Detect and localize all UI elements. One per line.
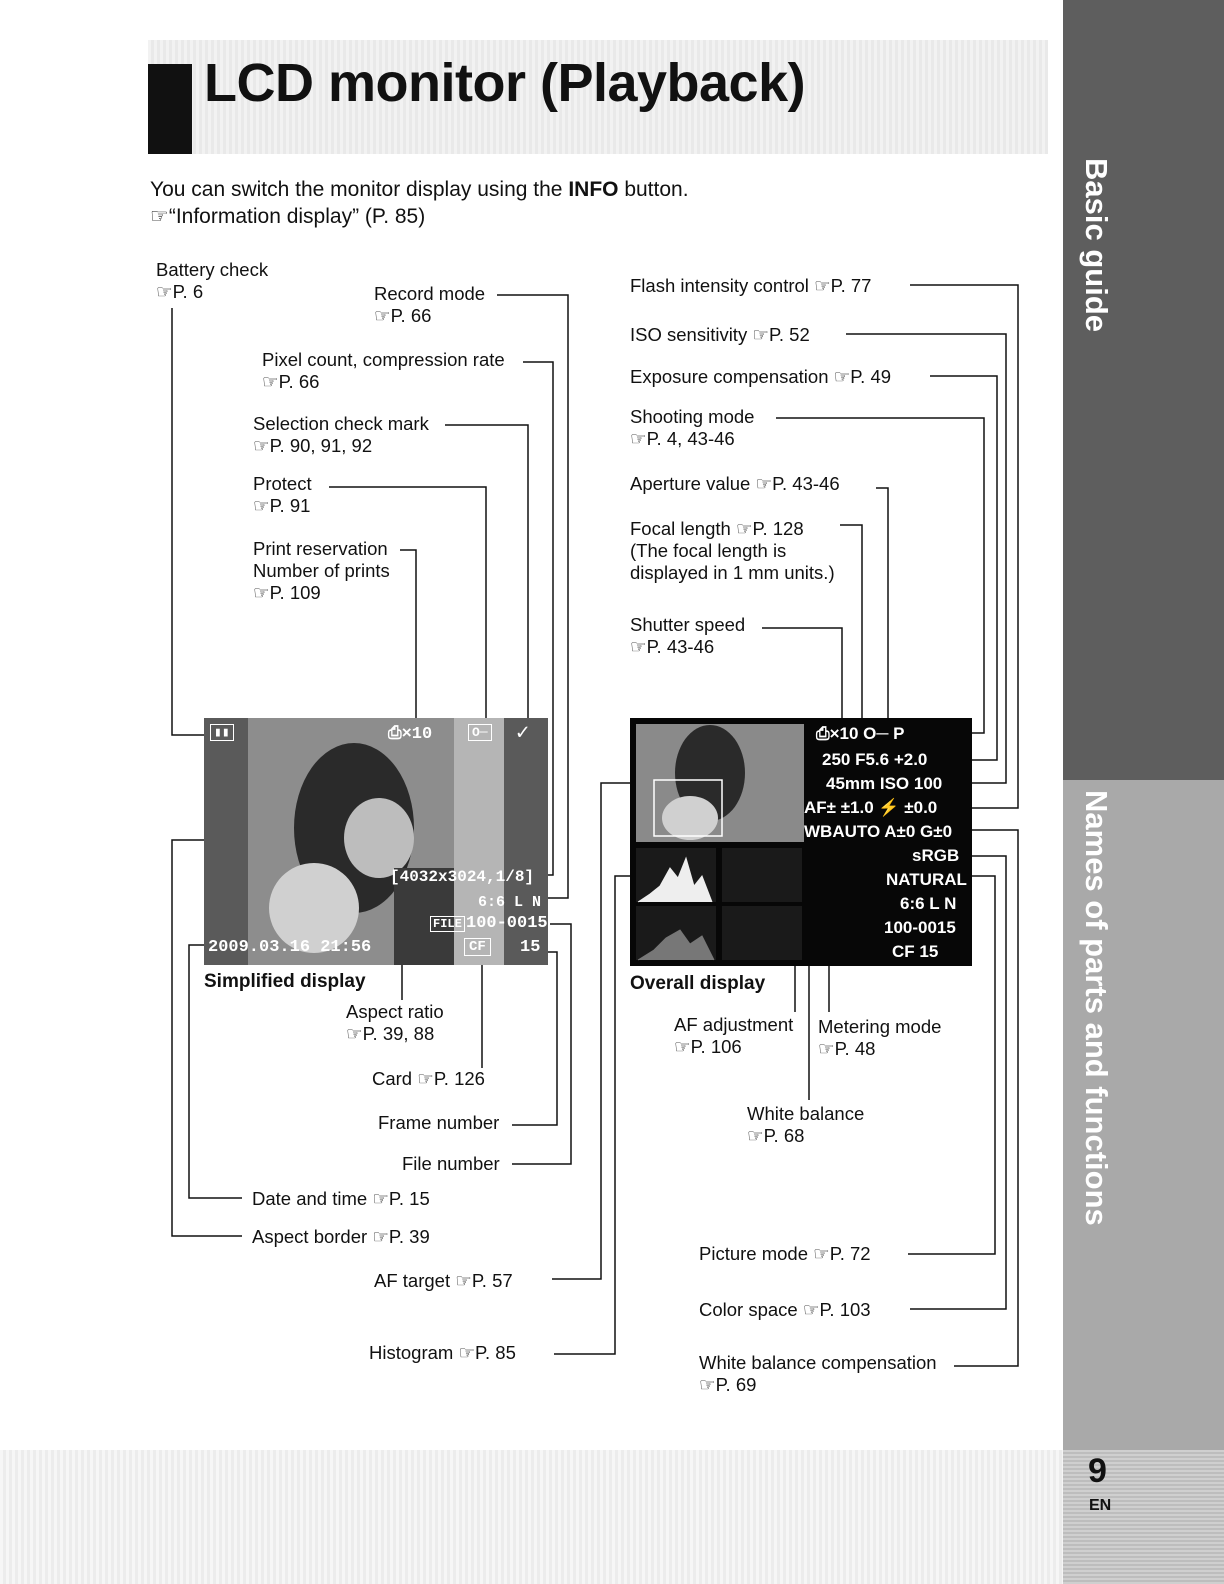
label-focal-length: Focal length ☞P. 128 (The focal length is displayed in 1 mm units.)	[630, 518, 835, 583]
book-reference-icon: ☞	[253, 435, 270, 456]
book-reference-icon: ☞	[253, 582, 270, 603]
book-reference-icon: ☞	[818, 1038, 835, 1059]
overall-row-9: 100-0015	[884, 918, 956, 937]
label-file-number: File number	[402, 1153, 500, 1174]
book-reference-icon: ☞	[253, 495, 270, 516]
label-protect: Protect ☞P. 91	[253, 473, 312, 516]
info-button-label: INFO	[568, 178, 619, 201]
label-wb-compensation: White balance compensation ☞P. 69	[699, 1352, 937, 1395]
simplified-display-screen	[204, 718, 548, 965]
overall-row-7: NATURAL	[886, 870, 967, 889]
sidebar-section-names-of-parts: Names of parts and functions	[1079, 790, 1114, 1226]
overall-row-1: ⎙×10 O─ P	[816, 724, 905, 743]
book-reference-icon: ☞	[374, 305, 391, 326]
label-white-balance: White balance ☞P. 68	[747, 1103, 865, 1146]
battery-icon: ▮▮	[210, 724, 234, 741]
page-number: 9	[1088, 1452, 1107, 1490]
book-reference-icon: ☞	[455, 1270, 472, 1291]
book-reference-icon: ☞	[372, 1226, 389, 1247]
sidebar-section-basic-guide: Basic guide	[1079, 158, 1114, 332]
label-shutter-speed: Shutter speed ☞P. 43-46	[630, 614, 746, 657]
print-reservation-indicator: ⎙×10	[388, 725, 433, 744]
book-reference-icon: ☞	[747, 1125, 764, 1146]
overall-display-screen	[630, 718, 972, 966]
label-print-reservation: Print reservation Number of prints ☞P. 109	[253, 538, 390, 603]
file-number-readout: 100-0015	[466, 914, 548, 933]
protect-icon: O─	[468, 724, 492, 741]
overall-row-6: sRGB	[912, 846, 960, 865]
book-reference-icon: ☞	[262, 371, 279, 392]
book-reference-icon: ☞	[150, 205, 169, 228]
overall-row-2: 250 F5.6 +2.0	[822, 750, 928, 769]
intro-line-1: You can switch the monitor display using the INFO button.	[150, 178, 689, 201]
overall-row-3: 45mm ISO 100	[826, 774, 943, 793]
label-flash-intensity: Flash intensity control ☞P. 77	[630, 275, 872, 296]
label-selection-check: Selection check mark ☞P. 90, 91, 92	[253, 413, 429, 456]
label-aspect-border: Aspect border ☞P. 39	[252, 1226, 430, 1247]
label-battery-check: Battery check ☞P. 6	[156, 259, 269, 302]
book-reference-icon: ☞	[630, 428, 647, 449]
simplified-display-caption: Simplified display	[204, 971, 366, 992]
book-reference-icon: ☞	[674, 1036, 691, 1057]
book-reference-icon: ☞	[813, 1243, 830, 1264]
overall-row-8: 6:6 L N	[900, 894, 957, 913]
label-af-target: AF target ☞P. 57	[374, 1270, 513, 1291]
label-af-adjustment: AF adjustment ☞P. 106	[674, 1014, 794, 1057]
book-reference-icon: ☞	[346, 1023, 363, 1044]
book-reference-icon: ☞	[735, 518, 753, 539]
date-time-readout: 2009.03.16 21:56	[208, 938, 372, 957]
book-reference-icon: ☞	[156, 281, 173, 302]
overall-row-4: AF± ±1.0 ⚡ ±0.0	[804, 798, 938, 817]
check-mark-icon: ✓	[516, 721, 530, 746]
language-code: EN	[1089, 1497, 1112, 1514]
label-pixel-count: Pixel count, compression rate ☞P. 66	[262, 349, 505, 392]
overall-row-5: WBAUTO A±0 G±0	[804, 822, 953, 841]
book-reference-icon: ☞	[699, 1374, 716, 1395]
label-picture-mode: Picture mode ☞P. 72	[699, 1243, 871, 1264]
overall-row-10: CF 15	[892, 942, 939, 961]
aspect-quality-readout: 6:6 L N	[478, 894, 542, 911]
label-iso-sensitivity: ISO sensitivity ☞P. 52	[630, 324, 810, 345]
overall-display-caption: Overall display	[630, 973, 766, 994]
file-icon: FILE	[430, 916, 465, 932]
book-reference-icon: ☞	[814, 275, 831, 296]
book-reference-icon: ☞	[417, 1068, 434, 1089]
label-date-time: Date and time ☞P. 15	[252, 1188, 430, 1209]
pixel-count-readout: [4032x3024,1/8]	[390, 868, 535, 886]
label-metering-mode: Metering mode ☞P. 48	[818, 1016, 942, 1059]
book-reference-icon: ☞	[458, 1342, 476, 1363]
label-shooting-mode: Shooting mode ☞P. 4, 43-46	[630, 406, 755, 449]
frame-number-readout: 15	[520, 938, 541, 957]
page-title: LCD monitor (Playback)	[204, 53, 806, 113]
label-aspect-ratio: Aspect ratio ☞P. 39, 88	[346, 1001, 444, 1044]
label-color-space: Color space ☞P. 103	[699, 1299, 871, 1320]
book-reference-icon: ☞	[833, 366, 851, 387]
label-histogram: Histogram ☞P. 85	[369, 1342, 516, 1363]
label-frame-number: Frame number	[378, 1112, 500, 1133]
card-icon: CF	[464, 938, 491, 956]
label-exposure-compensation: Exposure compensation ☞P. 49	[630, 366, 892, 387]
book-reference-icon: ☞	[372, 1188, 389, 1209]
label-card: Card ☞P. 126	[372, 1068, 485, 1089]
book-reference-icon: ☞	[755, 473, 773, 494]
label-aperture-value: Aperture value ☞P. 43-46	[630, 473, 840, 494]
book-reference-icon: ☞	[752, 324, 769, 345]
intro-line-2: ☞“Information display” (P. 85)	[150, 205, 426, 228]
book-reference-icon: ☞	[802, 1299, 820, 1320]
book-reference-icon: ☞	[630, 636, 647, 657]
label-record-mode: Record mode ☞P. 66	[374, 283, 486, 326]
